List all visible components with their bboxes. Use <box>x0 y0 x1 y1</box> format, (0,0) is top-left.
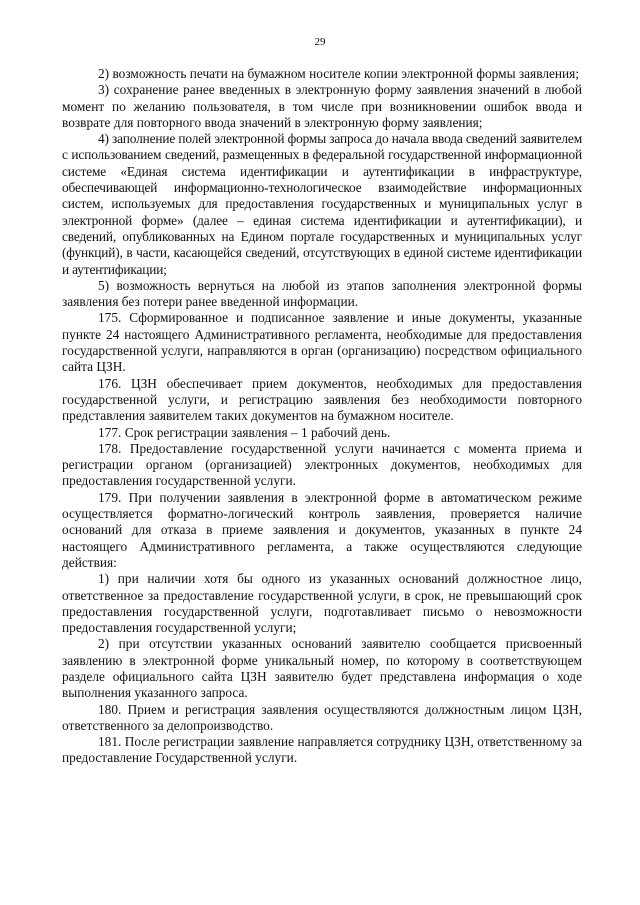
paragraph-177: 177. Срок регистрации заявления – 1 рабочий день. <box>98 424 391 440</box>
paragraph-return-to-step: 5) возможность вернуться на любой из этапов заполнения электронной формы заявления без потери ранее введенной информации. <box>62 277 582 310</box>
paragraph-179-item-1: 1) при наличии хотя бы одного из указанных оснований должностное лицо, ответственное за предоставление государственной услуги, в срок, не превышающий срок предоставления государственной услуги, подготавливает письмо о невозможности предоставления государственной услуги; <box>62 571 582 636</box>
paragraph-176: 176. ЦЗН обеспечивает прием документов, необходимых для предоставления государственной услуги, и регистрацию заявления без необходимости повторного представления заявителем таких документов на бумажном носителе. <box>62 375 582 424</box>
paragraph-181: 181. После регистрации заявление направляется сотруднику ЦЗН, ответственному за предоставление Государственной услуги. <box>62 734 582 766</box>
paragraph-175: 175. Сформированное и подписанное заявление и иные документы, указанные пункте 24 настоящего Административного регламента, необходимые для предоставления государственной услуги, направляются в орган (организацию) посредством официального сайта ЦЗН. <box>62 310 582 375</box>
paragraph-180: 180. Прием и регистрация заявления осуществляются должностным лицом ЦЗН, ответственного за делопроизводство. <box>62 701 582 733</box>
page-number: 29 <box>314 36 326 48</box>
paragraph-179-item-2: 2) при отсутствии указанных оснований заявителю сообщается присвоенный заявлению в электронной форме уникальный номер, по которому в соответствующем разделе официального сайта ЦЗН заявителю будет представлена информация о ходе выполнения указанного запроса. <box>62 636 582 701</box>
paragraph-179: 179. При получении заявления в электронной форме в автоматическом режиме осуществляется форматно-логический контроль заявления, проверяется наличие оснований для отказа в приеме заявления и документов, указанных в пункте 24 настоящего Административного регламента, а также осуществляются следующие действия: <box>62 489 582 570</box>
paragraph-178: 178. Предоставление государственной услуги начинается с момента приема и регистрации органом (организацией) электронных документов, необходимых для предоставления государственной услуги. <box>62 440 582 489</box>
document-body <box>62 66 582 767</box>
paragraph-print-copy: 2) возможность печати на бумажном носителе копии электронной формы заявления; <box>98 66 580 81</box>
paragraph-save-values: 3) сохранение ранее введенных в электронную форму заявления значений в любой момент по желанию пользователя, в том числе при возникновении ошибок ввода и возврате для повторного ввода значений в электронную форму заявления; <box>62 82 582 130</box>
paragraph-prefill-fields: 4) заполнение полей электронной формы запроса до начала ввода сведений заявителем с использованием сведений, размещенных в федеральной государственной информационной системе «Единая система идентификации и аутентификации в инфраструктуре, обеспечивающей информационно-технологическое взаимодействие информационных систем, используемых для предоставления государственных и муниципальных услуг в электронной форме» (далее – единая система идентификации и аутентификации), и сведений, опубликованных на Едином портале государственных и муниципальных услуг (функций), в части, касающейся сведений, отсутствующих в единой системе идентификации и аутентификации; <box>62 131 582 277</box>
